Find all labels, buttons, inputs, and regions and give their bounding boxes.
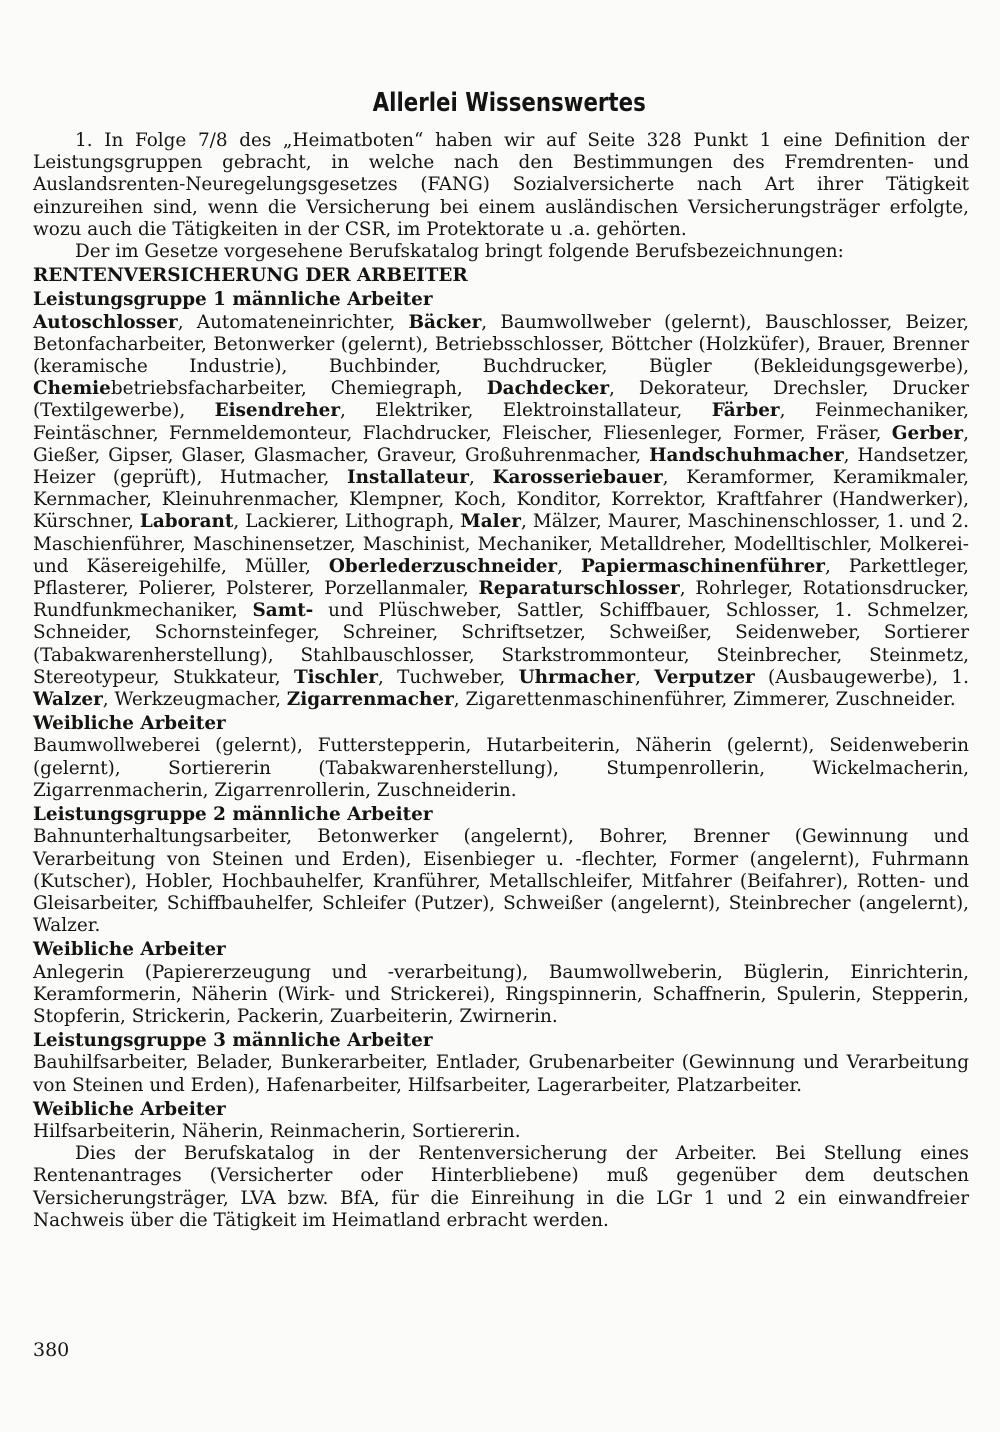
occupation-text: , Lackierer, Lithograph, — [233, 511, 461, 533]
occupation-text: , Baumwollweber (gelernt), Bauschlosser, Beizer, Betonfacharbeiter, Betonwerker (gelernt), Betriebsschlosser, Böttcher (Holzküfer), Brauer, Brenner (keramische Industrie), Buchbinder, Buchdrucker, Bügler (Bekleidungsgewerbe), — [33, 311, 969, 378]
occupation-bold: Gerber — [891, 422, 964, 444]
occupation-bold: Installateur — [347, 467, 469, 489]
occupation-text: , Dekorateur, Drechsler, Drucker (Textilgewerbe), — [33, 378, 969, 422]
group1-male-heading: Leistungsgruppe 1 männliche Arbeiter — [33, 289, 433, 311]
group1-female-heading: Weibliche Arbeiter — [33, 713, 226, 735]
group2-male-list: Bahnunterhaltungsarbeiter, Betonwerker (angelernt), Bohrer, Brenner (Gewinnung und Verarbeitung von Steinen und Erden), Eisenbieger u. -flechter, Former (angelernt), Fuhrmann (Kutscher), Hobler, Hochbauhelfer, Kranführer, Metallschleifer, Mitfahrer (Beifahrer), Rotten- und Gleisarbeiter, Schiffbauhelfer, Schleifer (Putzer), Schweißer (angelernt), Steinbrecher (angelernt), Walzer. — [33, 826, 969, 937]
occupation-text: , — [635, 666, 655, 688]
occupation-text: , Elektriker, Elektroinstallateur, — [340, 400, 712, 422]
group3-male-heading: Leistungsgruppe 3 männliche Arbeiter — [33, 1030, 433, 1052]
intro-paragraph: 1. In Folge 7/8 des „Heimatboten“ haben wir auf Seite 328 Punkt 1 eine Definition der Leistungsgruppen gebracht, in welche nach den Bestimmungen des Fremdrenten- und Auslandsrenten-Neuregelungsgesetzes (FANG) Sozialversicherte nach Art ihrer Tätigkeit einzureihen sind, wenn die Versicherung bei einem ausländischen Versicherungsträger erfolgte, wozu auch die Tätigkeiten in der CSR, im Protektorate u .a. gehörten. — [33, 130, 969, 240]
occupation-bold: Karosseriebauer — [492, 467, 663, 489]
occupation-text: , Gießer, Gipser, Glaser, Glasmacher, Graveur, Großuhrenmacher, — [33, 422, 969, 466]
occupation-text: , Handsetzer, Heizer (geprüft), Hutmacher, — [33, 444, 969, 489]
occupation-bold: Laborant — [139, 511, 234, 533]
occupation-bold: Tischler — [293, 666, 378, 688]
group2-female-list: Anlegerin (Papiererzeugung und -verarbeitung), Baumwollweberin, Büglerin, Einrichterin, Keramformerin, Näherin (Wirk- und Strickerei), Ringspinnerin, Schaffnerin, Spulerin, Stepperin, Stopferin, Strickerin, Packerin, Zuarbeiterin, Zwirnerin. — [33, 961, 969, 1027]
occupation-text: und Plüschweber, Sattler, Schiffbauer, Schlosser, 1. Schmelzer, Schneider, Schornsteinfeger, Schreiner, Schriftsetzer, Schweißer, Seidenweber, Sortierer (Tabakwarenherstellung), Stahlbauschlosser, Starkstrommonteur, Steinbrecher, Steinmetz, Stereotypeur, Stukkateur, — [33, 600, 970, 688]
occupation-text: , Werkzeugmacher, — [102, 689, 287, 711]
occupation-bold: Handschuhmacher — [649, 444, 844, 466]
occupation-bold: Walzer — [33, 689, 103, 711]
group1-female-list: Baumwollweberei (gelernt), Futterstepperin, Hutarbeiterin, Näherin (gelernt), Seidenweberin (gelernt), Sortiererin (Tabakwarenherstellung), Stumpenrollerin, Wickelmacherin, Zigarrenmacherin, Zigarrenrollerin, Zuschneiderin. — [33, 735, 969, 801]
page-title: Allerlei Wissenswertes — [372, 88, 646, 118]
occupation-bold: Färber — [711, 400, 780, 422]
occupation-bold: Maler — [460, 511, 521, 533]
section-heading: RENTENVERSICHERUNG DER ARBEITER — [33, 265, 468, 287]
occupation-bold: Chemie — [33, 378, 111, 400]
intro-paragraph-2: Der im Gesetze vorgesehene Berufskatalog bringt folgende Berufsbezeichnungen: — [75, 241, 844, 263]
group3-female-list: Hilfsarbeiterin, Näherin, Reinmacherin, Sortiererin. — [33, 1120, 521, 1142]
occupation-text: , — [468, 467, 493, 489]
occupation-bold: Uhrmacher — [518, 666, 636, 688]
occupation-bold: Dachdecker — [486, 378, 610, 400]
occupation-bold: Bäcker — [408, 311, 482, 333]
occupation-text: , Mälzer, Maurer, Maschinenschlosser, 1. und 2. Maschienführer, Maschinensetzer, Maschinist, Mechaniker, Metalldreher, Modelltischler, Molkerei- und Käsereigehilfe, Müller, — [33, 511, 970, 577]
group1-male-list — [33, 312, 969, 712]
occupation-bold: Autoschlosser — [33, 311, 178, 333]
occupation-text: betriebsfacharbeiter, Chemiegraph, — [110, 378, 487, 400]
occupation-bold: Papiermaschinenführer — [581, 555, 825, 577]
occupation-text: , Parkettleger, Pflasterer, Polierer, Polsterer, Porzellanmaler, — [33, 555, 969, 600]
occupation-bold: Zigarrenmacher — [286, 689, 454, 711]
group2-male-heading: Leistungsgruppe 2 männliche Arbeiter — [33, 804, 433, 826]
occupation-text: , Keramformer, Keramikmaler, Kernmacher, Kleinuhrenmacher, Klempner, Koch, Konditor, Korrektor, Kraftfahrer (Handwerker), Kürschner, — [33, 467, 969, 533]
page-number: 380 — [33, 1339, 70, 1361]
occupation-bold: Samt- — [252, 600, 314, 622]
occupation-text: (Ausbaugewerbe), 1. — [754, 666, 969, 688]
group2-female-heading: Weibliche Arbeiter — [33, 939, 226, 961]
occupation-bold: Verputzer — [654, 666, 755, 688]
occupation-text: , — [557, 555, 582, 577]
occupation-text: , Tuchweber, — [377, 666, 519, 688]
closing-paragraph: Dies der Berufskatalog in der Rentenversicherung der Arbeiter. Bei Stellung eines Rentenantrages (Versicherter oder Hinterbliebene) muß gegenüber dem deutschen Versicherungsträger, LVA bzw. BfA, für die Einreihung in die LGr 1 und 2 ein einwandfreier Nachweis über die Tätigkeit im Heimatland erbracht werden. — [33, 1143, 969, 1231]
occupation-text: , Feinmechaniker, Feintäschner, Fernmeldemonteur, Flachdrucker, Fleischer, Fliesenleger, Former, Fräser, — [33, 400, 969, 444]
occupation-text: , Rohrleger, Rotationsdrucker, Rundfunkmechaniker, — [33, 578, 969, 622]
occupation-bold: Eisendreher — [214, 400, 341, 422]
occupation-text: , Automateneinrichter, — [177, 311, 409, 333]
occupation-text: , Zigarettenmaschinenführer, Zimmerer, Zuschneider. — [453, 689, 956, 711]
occupation-bold: Reparaturschlosser — [478, 578, 680, 600]
occupation-bold: Oberlederzuschneider — [328, 555, 558, 577]
group3-male-list: Bauhilfsarbeiter, Belader, Bunkerarbeiter, Entlader, Grubenarbeiter (Gewinnung und Verarbeitung von Steinen und Erden), Hafenarbeiter, Hilfsarbeiter, Lagerarbeiter, Platzarbeiter. — [33, 1052, 969, 1096]
group3-female-heading: Weibliche Arbeiter — [33, 1098, 226, 1120]
